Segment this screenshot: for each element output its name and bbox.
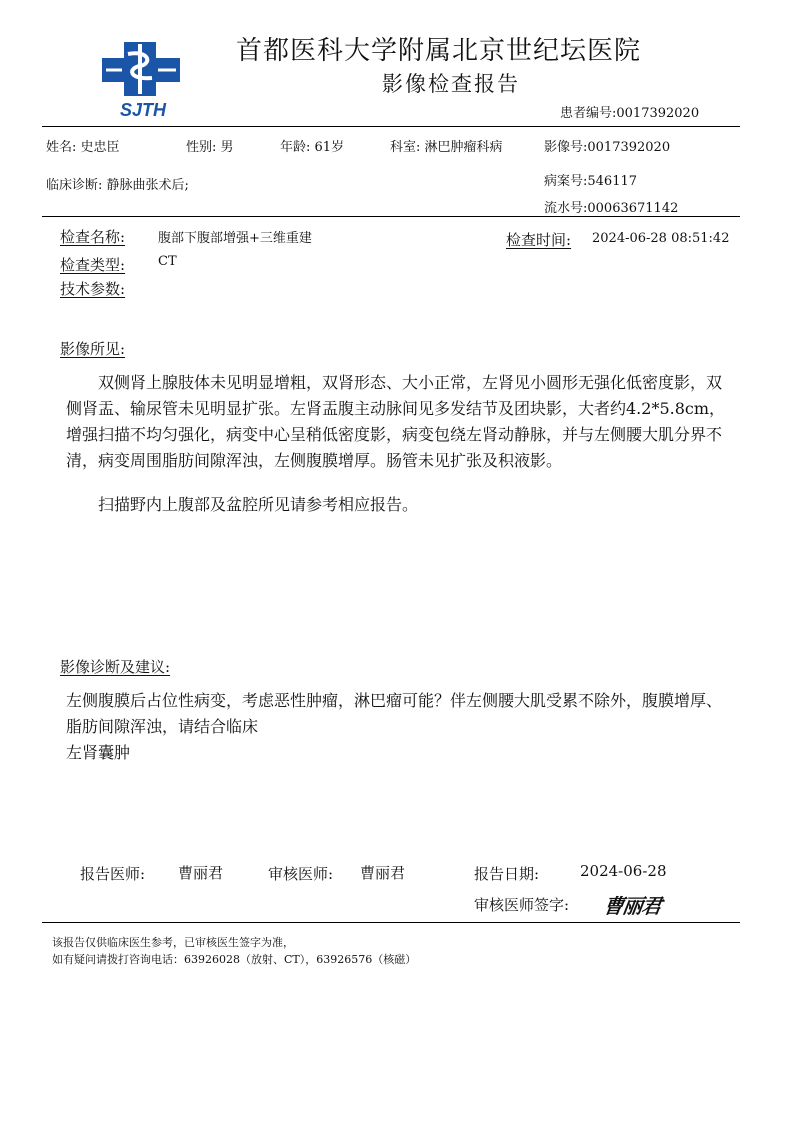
footer-divider <box>42 922 740 923</box>
svg-text:SJTH: SJTH <box>119 100 167 120</box>
exam-name: 腹部下腹部增强+三维重建 <box>158 231 312 246</box>
reporter-name: 曹丽君 <box>178 864 224 882</box>
patient-sex: 性别: 男 <box>186 140 234 155</box>
tech-params-label: 技术参数: <box>60 280 126 298</box>
conclusion-label: 影像诊断及建议: <box>60 658 171 676</box>
exam-time: 2024-06-28 08:51:42 <box>592 231 730 246</box>
flow-number: 流水号:00063671142 <box>544 201 679 216</box>
image-number: 影像号:0017392020 <box>544 140 671 155</box>
patient-id: 患者编号:0017392020 <box>560 106 700 121</box>
hospital-name: 首都医科大学附属北京世纪坛医院 <box>236 36 642 66</box>
findings-label: 影像所见: <box>60 340 126 358</box>
conclusion-line-2: 左肾囊肿 <box>66 743 131 762</box>
exam-type-label: 检查类型: <box>60 256 126 274</box>
footer-note-2: 如有疑问请拨打咨询电话：63926028（放射、CT），63926576（核磁） <box>52 953 417 966</box>
report-date: 2024-06-28 <box>580 862 667 880</box>
report-title: 影像检查报告 <box>382 72 520 96</box>
patient-name: 姓名: 史忠臣 <box>46 140 120 155</box>
patient-dept: 科室: 淋巴肿瘤科病 <box>390 140 503 155</box>
info-divider <box>42 216 740 217</box>
review-signature-label: 审核医师签字: <box>474 896 570 914</box>
patient-age: 年龄: 61岁 <box>280 140 345 155</box>
exam-type: CT <box>158 254 177 269</box>
clinical-diagnosis: 临床诊断: 静脉曲张术后; <box>46 178 189 193</box>
handwritten-signature: 曹丽君 <box>602 894 663 918</box>
reviewer-name: 曹丽君 <box>360 864 406 882</box>
footer-note-1: 该报告仅供临床医生参考，已审核医生签字为准， <box>52 936 294 949</box>
conclusion-line-1: 左侧腹膜后占位性病变，考虑恶性肿瘤，淋巴瘤可能？伴左侧腰大肌受累不除外，腹膜增厚、脂肪间隙浑浊，请结合临床 <box>66 691 723 736</box>
exam-time-label: 检查时间: <box>506 231 572 249</box>
report-date-label: 报告日期: <box>474 865 540 883</box>
exam-name-label: 检查名称: <box>60 228 126 246</box>
reporter-label: 报告医师: <box>80 865 146 883</box>
findings-paragraph-1: 双侧肾上腺肢体未见明显增粗，双肾形态、大小正常，左肾见小圆形无强化低密度影，双侧肾盂、输尿管未见明显扩张。左肾盂腹主动脉间见多发结节及团块影，大者约4.2*5.8cm，增强扫描不均匀强化，病变中心呈稍低密度影，病变包绕左肾动静脉，并与左侧腰大肌分界不清，病变周围脂肪间隙浑浊，左侧腹膜增厚。肠管未见扩张及积液影。 <box>66 373 726 470</box>
case-number: 病案号:546117 <box>544 174 638 189</box>
hospital-logo <box>98 40 188 120</box>
findings-paragraph-2: 扫描野内上腹部及盆腔所见请参考相应报告。 <box>98 495 419 514</box>
header-divider <box>42 126 740 127</box>
reviewer-label: 审核医师: <box>268 865 334 883</box>
